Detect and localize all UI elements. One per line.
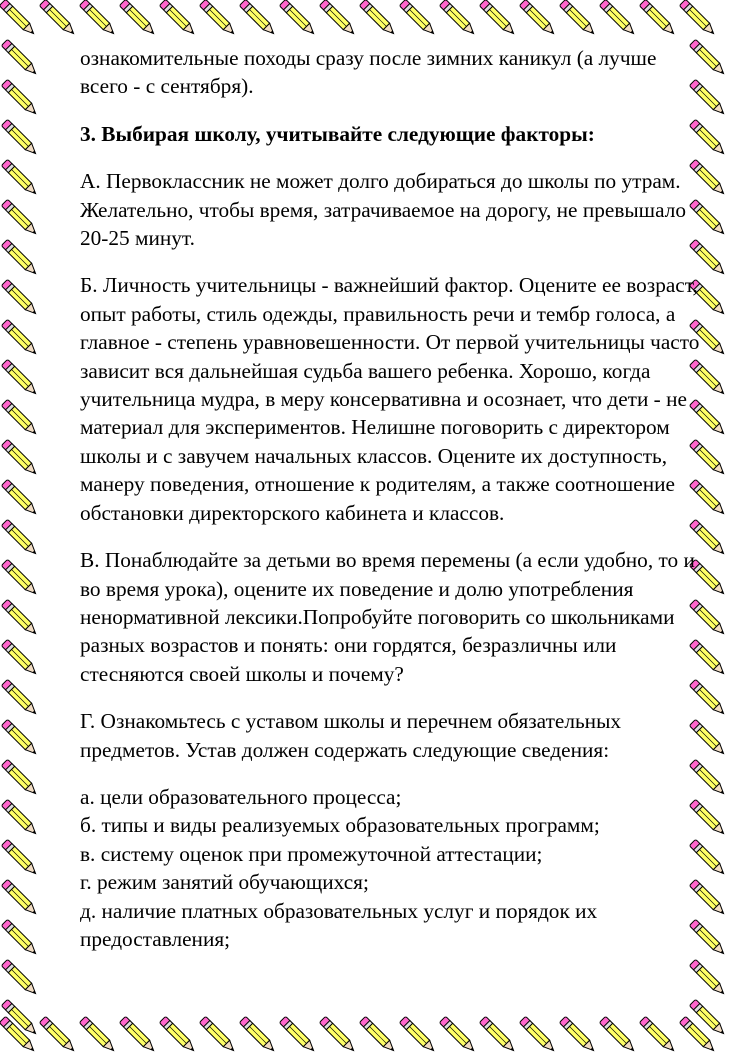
pencil-icon xyxy=(239,0,276,37)
pencil-icon xyxy=(1,799,38,836)
pencil-icon xyxy=(1,479,38,516)
pencil-icon xyxy=(1,879,38,916)
pencil-icon xyxy=(1,679,38,716)
pencil-icon xyxy=(359,1016,396,1053)
pencil-icon xyxy=(159,0,196,37)
pencil-icon xyxy=(39,0,76,37)
list-item: б. типы и виды реализуемых образовательных программ; xyxy=(80,813,600,838)
pencil-icon xyxy=(1,39,38,76)
intro-paragraph: ознакомительные походы сразу после зимних каникул (а лучше всего - с сентября). xyxy=(80,46,657,99)
pencil-icon xyxy=(599,0,636,37)
pencil-icon xyxy=(479,0,516,37)
pencil-icon xyxy=(479,1016,516,1053)
list-item: в. систему оценок при промежуточной аттестации; xyxy=(80,841,543,866)
pencil-icon xyxy=(1,359,38,396)
pencil-icon xyxy=(159,1016,196,1053)
list-item: д. наличие платных образовательных услуг и порядок их предоставления; xyxy=(80,898,598,951)
section-heading: 3. Выбирая школу, учитывайте следующие факторы: xyxy=(80,121,595,146)
pencil-icon xyxy=(639,0,676,37)
pencil-icon xyxy=(599,1016,636,1053)
pencil-icon xyxy=(0,0,37,37)
pencil-icon xyxy=(689,959,726,996)
factor-g-paragraph: Г. Ознакомьтесь с уставом школы и перечнем обязательных предметов. Устав должен содержать следующие сведения: xyxy=(80,709,622,762)
pencil-icon xyxy=(119,1016,156,1053)
factor-a-paragraph: А. Первоклассник не может долго добираться до школы по утрам. Желательно, чтобы время, затрачиваемое на дорогу, не превышало 20-25 минут. xyxy=(80,169,686,251)
pencil-icon xyxy=(1,279,38,316)
pencil-icon xyxy=(1,239,38,276)
document-body xyxy=(80,44,702,953)
pencil-icon xyxy=(439,1016,476,1053)
pencil-icon xyxy=(1,839,38,876)
pencil-icon xyxy=(559,0,596,37)
factor-v-paragraph: В. Понаблюдайте за детьми во время перемены (а если удобно, то и во время урока), оцените их поведение и долю употребления ненормативной лексики.Попробуйте поговорить со школьниками разных возрастов и понять: они гордятся, безразличны или стесняются своей школы и почему? xyxy=(80,548,695,686)
pencil-icon xyxy=(1,319,38,356)
pencil-icon xyxy=(199,0,236,37)
pencil-icon xyxy=(1,439,38,476)
pencil-icon xyxy=(399,0,436,37)
pencil-icon xyxy=(319,1016,356,1053)
pencil-icon xyxy=(1,399,38,436)
pencil-icon xyxy=(239,1016,276,1053)
pencil-icon xyxy=(79,1016,116,1053)
pencil-icon xyxy=(1,639,38,676)
pencil-icon xyxy=(319,0,356,37)
pencil-icon xyxy=(1,119,38,156)
pencil-icon xyxy=(279,1016,316,1053)
pencil-icon xyxy=(1,719,38,756)
list-item: г. режим занятий обучающихся; xyxy=(80,870,369,895)
pencil-icon xyxy=(1,919,38,956)
pencil-icon xyxy=(679,0,716,37)
list-item: а. цели образовательного процесса; xyxy=(80,784,402,809)
pencil-icon xyxy=(519,0,556,37)
pencil-icon xyxy=(639,1016,676,1053)
pencil-icon xyxy=(359,0,396,37)
pencil-icon xyxy=(79,0,116,37)
pencil-icon xyxy=(439,0,476,37)
pencil-icon xyxy=(1,159,38,196)
pencil-icon xyxy=(279,0,316,37)
pencil-icon xyxy=(519,1016,556,1053)
charter-items-list xyxy=(80,783,702,953)
pencil-icon xyxy=(1,559,38,596)
pencil-icon xyxy=(1,759,38,796)
pencil-icon xyxy=(1,519,38,556)
pencil-icon xyxy=(1,959,38,996)
pencil-icon xyxy=(119,0,156,37)
pencil-icon xyxy=(1,79,38,116)
pencil-icon xyxy=(199,1016,236,1053)
pencil-icon xyxy=(1,199,38,236)
pencil-icon xyxy=(1,599,38,636)
pencil-icon xyxy=(559,1016,596,1053)
factor-b-paragraph: Б. Личность учительницы - важнейший фактор. Оцените ее возраст, опыт работы, стиль одежды, правильность речи и тембр голоса, а главное - степень уравновешенности. От первой учительницы часто зависит вся дальнейшая судьба вашего ребенка. Хорошо, когда учительница мудра, в меру консервативна и осознает, что дети - не материал для экспериментов. Нелишне поговорить с директором школы и с завучем начальных классов. Оцените их доступность, манеру поведения, отношение к родителям, а также соотношение обстановки директорского кабинета и классов. xyxy=(80,273,700,525)
pencil-icon xyxy=(39,1016,76,1053)
pencil-icon xyxy=(399,1016,436,1053)
